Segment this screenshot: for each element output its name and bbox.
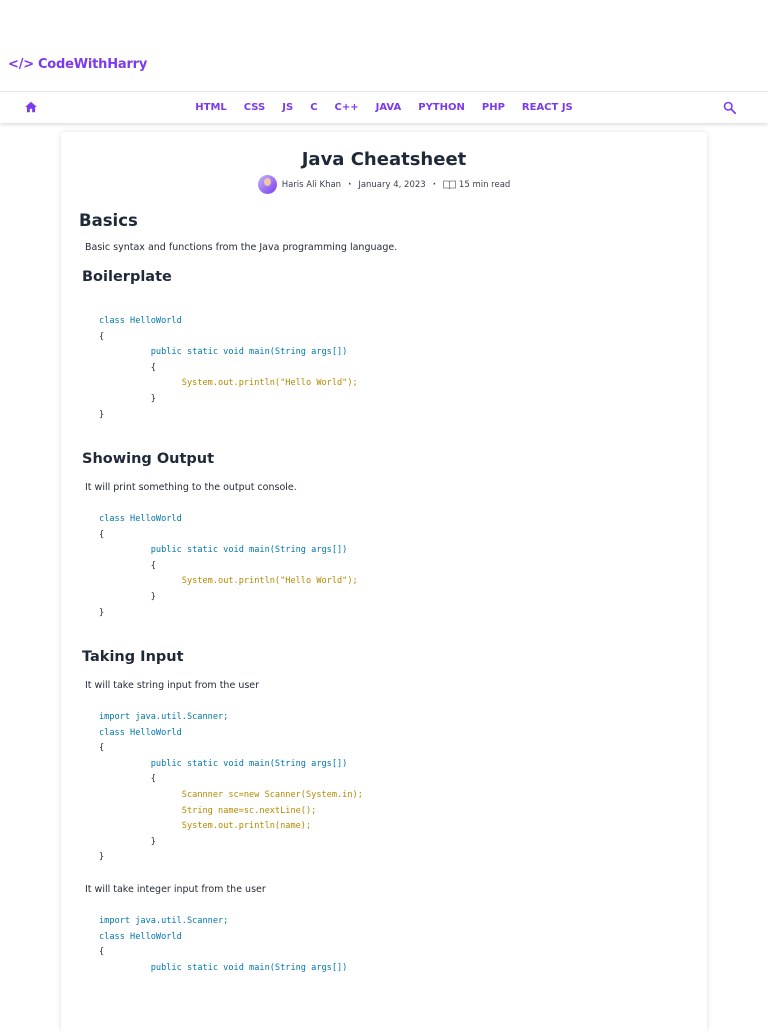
main-navbar — [0, 92, 768, 123]
code-line: String name=sc.nextLine(); — [181, 805, 317, 816]
nav-link-c[interactable]: C — [310, 102, 318, 113]
code-line: { — [99, 529, 105, 540]
book-icon — [443, 180, 456, 190]
author-name[interactable]: Haris Ali Khan — [281, 179, 342, 190]
nav-link-python[interactable]: PYTHON — [418, 102, 465, 113]
site-header — [0, 0, 768, 92]
code-line: public static void main(String args[]) — [150, 545, 348, 556]
article-title: Java Cheatsheet — [301, 149, 467, 170]
code-line: } — [150, 393, 156, 404]
nav-link-cpp[interactable]: C++ — [334, 102, 359, 113]
author-avatar — [258, 175, 277, 194]
code-line: System.out.println("Hello World"); — [181, 378, 358, 389]
meta-separator: · — [432, 179, 436, 190]
basics-text: Basic syntax and functions from the Java programming language. — [85, 242, 398, 253]
input-text-int: It will take integer input from the user — [85, 884, 266, 895]
code-line: } — [99, 852, 105, 863]
code-line: } — [150, 591, 156, 602]
code-line: { — [150, 560, 156, 571]
site-logo[interactable] — [8, 57, 147, 72]
article-card — [61, 132, 707, 1032]
code-line: { — [99, 743, 105, 754]
article-meta — [61, 175, 707, 194]
nav-link-css[interactable]: CSS — [243, 102, 266, 113]
code-block-input-string — [99, 710, 363, 866]
code-line: import java.util.Scanner; — [99, 916, 229, 926]
publish-date: January 4, 2023 — [358, 179, 426, 190]
nav-link-html[interactable]: HTML — [195, 102, 227, 113]
code-line: } — [99, 409, 105, 420]
code-line: System.out.println("Hello World"); — [181, 576, 358, 587]
code-line: class HelloWorld — [99, 727, 182, 738]
code-line: class HelloWorld — [99, 316, 182, 326]
code-line: public static void main(String args[]) — [150, 758, 348, 769]
code-line: Scannner sc=new Scanner(System.in); — [181, 789, 363, 800]
code-line: { — [99, 947, 105, 958]
section-heading-output: Showing Output — [82, 451, 215, 467]
code-line: import java.util.Scanner; — [99, 712, 229, 722]
code-line: class HelloWorld — [99, 514, 182, 524]
logo-text: CodeWithHarry — [37, 57, 148, 72]
section-heading-basics: Basics — [79, 211, 138, 230]
code-line: System.out.println(name); — [181, 821, 312, 832]
code-line: { — [150, 362, 156, 373]
search-icon[interactable] — [722, 100, 737, 115]
nav-links — [0, 92, 768, 123]
input-text-string: It will take string input from the user — [85, 680, 260, 691]
section-heading-input: Taking Input — [82, 649, 184, 665]
meta-separator: · — [348, 179, 352, 190]
nav-link-java[interactable]: JAVA — [375, 102, 402, 113]
code-line: } — [150, 836, 156, 847]
logo-code-glyph: </> — [8, 57, 34, 72]
code-line: { — [99, 331, 105, 342]
output-text: It will print something to the output console. — [85, 482, 297, 493]
nav-link-php[interactable]: PHP — [481, 102, 505, 113]
read-time: 15 min read — [458, 179, 511, 190]
code-line: public static void main(String args[]) — [150, 962, 348, 973]
code-block-output — [99, 512, 358, 621]
code-line: public static void main(String args[]) — [150, 347, 348, 358]
section-heading-boilerplate: Boilerplate — [82, 269, 172, 285]
code-line: { — [150, 774, 156, 785]
code-block-input-int — [99, 914, 347, 976]
code-line: } — [99, 607, 105, 618]
code-block-boilerplate — [99, 314, 358, 423]
nav-link-js[interactable]: JS — [282, 102, 294, 113]
code-line: class HelloWorld — [99, 931, 182, 942]
nav-link-reactjs[interactable]: REACT JS — [521, 102, 573, 113]
